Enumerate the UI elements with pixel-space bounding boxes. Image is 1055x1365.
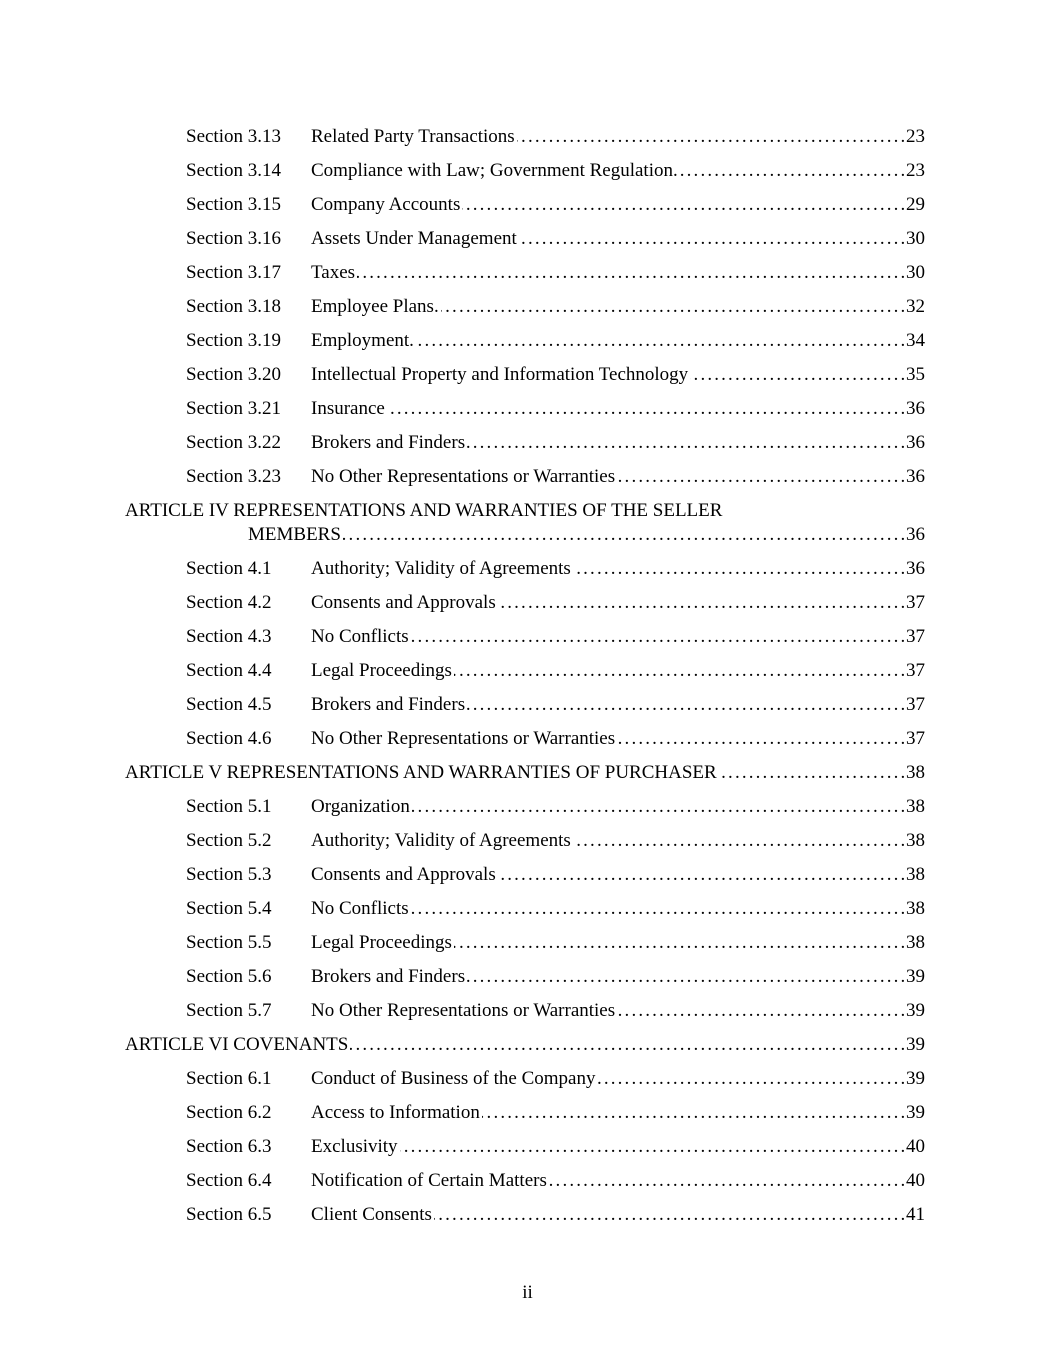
page-ref: 29 [906,194,925,215]
dot-leader [411,898,904,920]
page-ref: 35 [906,364,925,385]
section-title: Employment. [311,330,414,351]
page-ref: 36 [906,524,925,545]
section-number: Section 3.19 [186,330,281,351]
toc-section-entry[interactable] [125,1164,925,1198]
page-ref: 38 [906,864,925,885]
section-title: No Other Representations or Warranties [311,1000,616,1021]
dot-leader [454,660,904,682]
dot-leader [411,626,904,648]
page-ref: 38 [906,762,925,783]
dot-leader [387,398,904,420]
section-title: Brokers and Finders [311,966,466,987]
dot-leader [416,330,904,352]
section-title: Compliance with Law; Government Regulation. [311,160,678,181]
section-title: Authority; Validity of Agreements [311,558,571,579]
dot-leader [441,296,904,318]
page-ref: 36 [906,558,925,579]
section-number: Section 5.7 [186,1000,272,1021]
page-ref: 37 [906,728,925,749]
section-number: Section 3.20 [186,364,281,385]
page-ref: 40 [906,1136,925,1157]
section-number: Section 5.5 [186,932,272,953]
section-title: Intellectual Property and Information Technology [311,364,689,385]
dot-leader [412,796,904,818]
dot-leader [482,1102,904,1124]
toc-section-entry[interactable] [125,790,925,824]
toc-section-entry[interactable] [125,222,925,256]
section-title: Client Consents [311,1204,432,1225]
dot-leader [498,864,904,886]
section-number: Section 4.4 [186,660,272,681]
section-number: Section 4.5 [186,694,272,715]
page-ref: 39 [906,966,925,987]
dot-leader [517,126,904,148]
toc-article-entry[interactable] [125,494,925,552]
section-number: Section 6.2 [186,1102,272,1123]
section-number: Section 5.4 [186,898,272,919]
section-title: No Conflicts [311,626,409,647]
toc-section-entry[interactable] [125,256,925,290]
page-ref: 38 [906,898,925,919]
page-ref: 36 [906,466,925,487]
toc-section-entry[interactable] [125,858,925,892]
section-title: Legal Proceedings [311,932,452,953]
toc-section-entry[interactable] [125,552,925,586]
section-title: Authority; Validity of Agreements [311,830,571,851]
section-title: Access to Information [311,1102,480,1123]
section-title: Taxes [311,262,356,283]
dot-leader [498,592,904,614]
section-number: Section 4.3 [186,626,272,647]
toc-section-entry[interactable] [125,154,925,188]
dot-leader [573,558,904,580]
section-number: Section 5.6 [186,966,272,987]
page-ref: 36 [906,432,925,453]
section-number: Section 6.1 [186,1068,272,1089]
section-number: Section 6.3 [186,1136,272,1157]
page-ref: 39 [906,1102,925,1123]
toc-section-entry[interactable] [125,460,925,494]
toc-section-entry[interactable] [125,426,925,460]
section-title: Assets Under Management [311,228,517,249]
section-title: Notification of Certain Matters [311,1170,547,1191]
toc-article-entry[interactable] [125,1028,925,1062]
page-ref: 37 [906,592,925,613]
dot-leader [617,1000,904,1022]
page-ref: 30 [906,228,925,249]
section-title: Conduct of Business of the Company [311,1068,596,1089]
page-ref: 30 [906,262,925,283]
page-ref: 23 [906,126,925,147]
section-title: Brokers and Finders [311,694,466,715]
section-number: Section 3.21 [186,398,281,419]
section-title: Legal Proceedings [311,660,452,681]
page-ref: 38 [906,796,925,817]
section-number: Section 4.2 [186,592,272,613]
page-ref: 37 [906,660,925,681]
article-title: ARTICLE VI COVENANTS [125,1034,349,1055]
section-title: No Other Representations or Warranties [311,728,616,749]
section-title: Company Accounts [311,194,461,215]
dot-leader [617,466,904,488]
article-title: ARTICLE V REPRESENTATIONS AND WARRANTIES OF PURCHASER [125,762,717,783]
page-ref: 39 [906,1000,925,1021]
article-title-continued [125,523,925,547]
toc-section-entry[interactable] [125,654,925,688]
toc-section-entry[interactable] [125,290,925,324]
toc-section-entry[interactable] [125,994,925,1028]
dot-leader [690,364,904,386]
section-number: Section 4.1 [186,558,272,579]
dot-leader [343,523,904,547]
section-number: Section 5.2 [186,830,272,851]
dot-leader [357,262,904,284]
section-number: Section 3.16 [186,228,281,249]
toc-section-entry[interactable] [125,188,925,222]
section-title: Employee Plans. [311,296,439,317]
section-title: No Other Representations or Warranties [311,466,616,487]
toc-section-entry[interactable] [125,620,925,654]
section-title: Consents and Approvals [311,592,496,613]
section-number: Section 3.15 [186,194,281,215]
section-number: Section 3.23 [186,466,281,487]
section-title: No Conflicts [311,898,409,919]
dot-leader [462,194,904,216]
toc-section-entry[interactable] [125,960,925,994]
page-ref: 36 [906,398,925,419]
section-number: Section 4.6 [186,728,272,749]
section-number: Section 6.5 [186,1204,272,1225]
page-ref: 37 [906,626,925,647]
section-title: Organization [311,796,410,817]
section-number: Section 3.18 [186,296,281,317]
section-number: Section 6.4 [186,1170,272,1191]
page-ref: 39 [906,1068,925,1089]
toc-section-entry[interactable] [125,1096,925,1130]
page-ref: 38 [906,830,925,851]
toc-section-entry[interactable] [125,892,925,926]
page-ref: 39 [906,1034,925,1055]
toc-section-entry[interactable] [125,1062,925,1096]
section-title: Consents and Approvals [311,864,496,885]
section-number: Section 5.1 [186,796,272,817]
section-number: Section 3.17 [186,262,281,283]
page-number: ii [522,1282,533,1303]
article-title: ARTICLE IV REPRESENTATIONS AND WARRANTIES OF THE SELLER [125,500,723,521]
article-title-line2: MEMBERS [248,524,341,545]
section-title: Brokers and Finders [311,432,466,453]
page-ref: 41 [906,1204,925,1225]
dot-leader [400,1136,904,1158]
toc-section-entry[interactable] [125,1130,925,1164]
toc-section-entry[interactable] [125,926,925,960]
toc-section-entry[interactable] [125,722,925,756]
section-number: Section 3.13 [186,126,281,147]
toc-section-entry[interactable] [125,586,925,620]
dot-leader [467,432,904,454]
page-ref: 32 [906,296,925,317]
toc-section-entry[interactable] [125,1198,925,1232]
toc-section-entry[interactable] [125,392,925,426]
dot-leader [549,1170,904,1192]
section-title: Insurance [311,398,385,419]
dot-leader [467,694,904,716]
dot-leader [519,228,904,250]
dot-leader [454,932,904,954]
section-number: Section 3.14 [186,160,281,181]
section-number: Section 3.22 [186,432,281,453]
page-ref: 37 [906,694,925,715]
section-number: Section 5.3 [186,864,272,885]
section-title: Exclusivity [311,1136,398,1157]
page-ref: 23 [906,160,925,181]
section-title: Related Party Transactions [311,126,515,147]
dot-leader [467,966,904,988]
page-ref: 38 [906,932,925,953]
toc-section-entry[interactable] [125,120,925,154]
page-ref: 40 [906,1170,925,1191]
dot-leader [597,1068,904,1090]
toc-section-entry[interactable] [125,688,925,722]
dot-leader [719,762,904,784]
toc-article-entry[interactable] [125,756,925,790]
dot-leader [617,728,904,750]
dot-leader [573,830,904,852]
toc-section-entry[interactable] [125,324,925,358]
dot-leader [434,1204,904,1226]
dot-leader [350,1034,904,1056]
dot-leader [680,160,904,182]
toc-section-entry[interactable] [125,824,925,858]
page-ref: 34 [906,330,925,351]
toc-section-entry[interactable] [125,358,925,392]
table-of-contents [125,120,925,1232]
